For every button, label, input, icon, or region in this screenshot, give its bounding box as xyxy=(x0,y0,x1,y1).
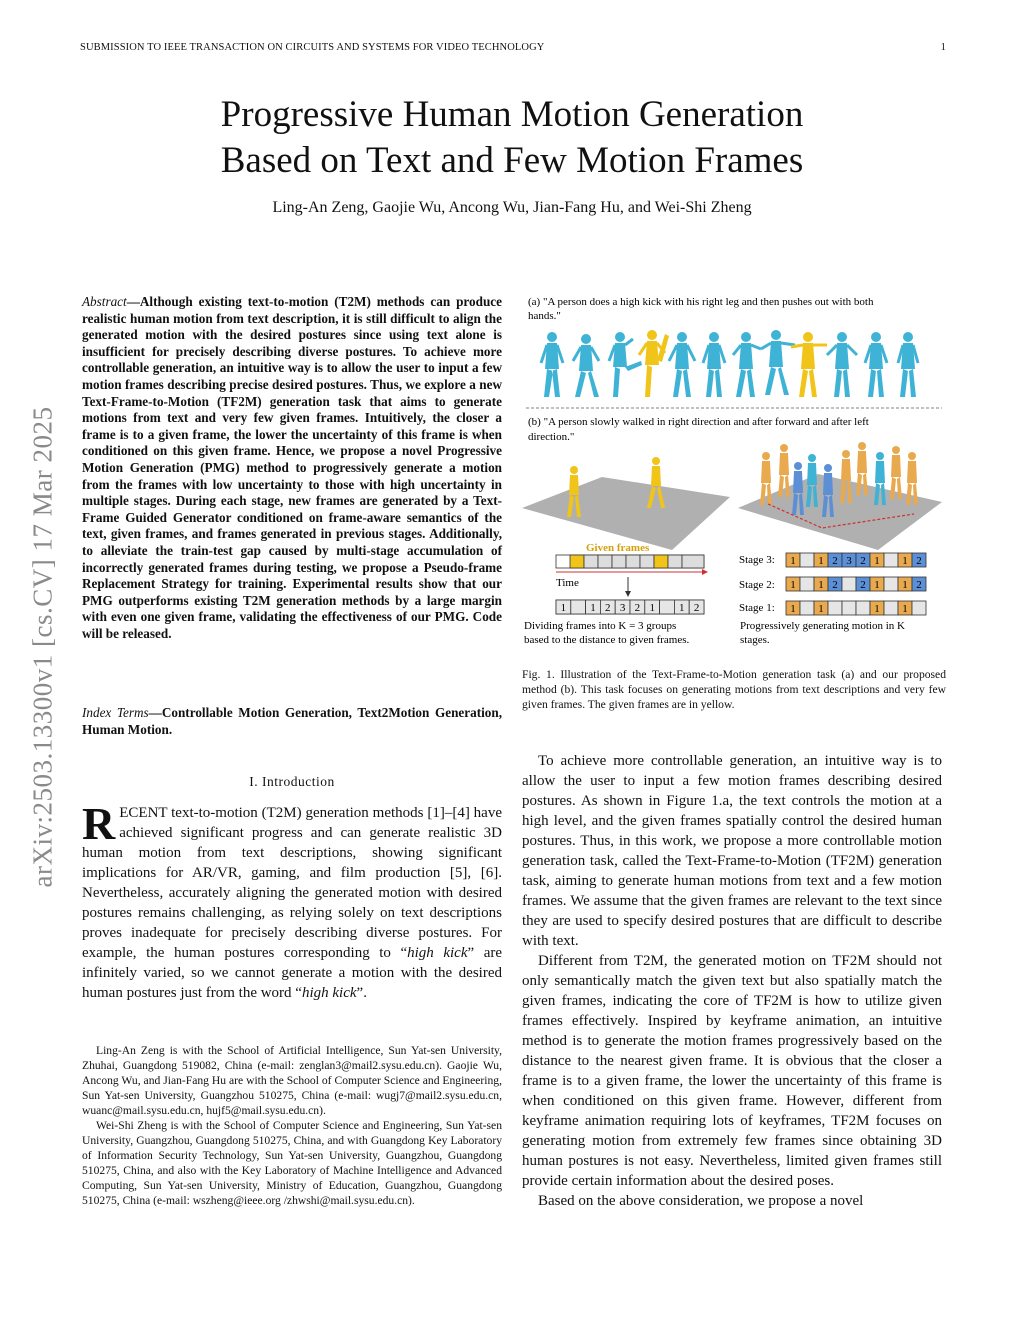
frame-cell-label: 1 xyxy=(902,555,908,567)
frame-cell xyxy=(856,601,870,615)
stage1-row xyxy=(786,601,926,615)
frame-cell-label: 1 xyxy=(874,555,880,567)
frame-cell-label: 1 xyxy=(790,579,796,591)
human-figure xyxy=(865,332,887,397)
time-label: Time xyxy=(556,577,579,589)
frame-cell-label: 1 xyxy=(560,602,567,614)
running-header xyxy=(80,42,946,53)
arxiv-stamp xyxy=(20,352,66,942)
intro-text-2: ” are infinitely varied, so we cannot generate a motion with the desired human postures just from the word “ xyxy=(82,945,502,1001)
frame-cell-label: 1 xyxy=(649,602,655,614)
frame-cell-label: 2 xyxy=(605,602,611,614)
abstract-label: Abstract xyxy=(82,294,127,309)
stage3-label: Stage 3: xyxy=(739,554,775,566)
paragraph: Based on the above consideration, we propose a novel xyxy=(538,1193,864,1209)
author-list: Ling-An Zeng, Gaojie Wu, Ancong Wu, Jian-Fang Hu, and Wei-Shi Zheng xyxy=(272,199,752,216)
frame-cell-label: 1 xyxy=(818,603,824,615)
frame-cell xyxy=(912,601,926,615)
given-frame-cell xyxy=(654,555,668,568)
fig-caption-b-1: (b) "A person slowly walked in right direction and after forward and after left xyxy=(528,416,869,428)
intro-em-2: high kick xyxy=(301,985,357,1001)
index-terms xyxy=(82,705,502,738)
intro-em-1: high kick xyxy=(407,945,468,961)
abstract xyxy=(82,294,502,642)
frame-cell-label: 2 xyxy=(832,579,838,591)
title-line-1: Progressive Human Motion Generation xyxy=(220,94,804,135)
frame-cell-label: 1 xyxy=(790,603,796,615)
frame-timeline xyxy=(556,555,704,568)
drop-cap: R xyxy=(82,798,116,849)
frame-cell-label: 1 xyxy=(818,555,824,567)
index-terms-label: Index Terms xyxy=(82,705,149,720)
title-line-2: Based on Text and Few Motion Frames xyxy=(220,140,804,181)
section-heading: I. Introduction xyxy=(249,774,335,789)
human-figure xyxy=(573,334,599,397)
human-figure-given xyxy=(791,332,827,397)
human-figure-given xyxy=(639,330,669,397)
time-arrowhead xyxy=(702,569,708,575)
abstract-text: —Although existing text-to-motion (T2M) methods can produce realistic human motion from text description, it is still difficult to align the generated motion with the desired postures since using text alone is insufficient for precisely describing diverse postures. To achieve more controllable generation, an intuitive way is to allow the user to input a few motion frames describing precise desired postures. Thus, we explore a new Text-Frame-to-Motion (TF2M) generation task that aims to generate motions from text and very few given frames. Intuitively, the closer a frame is to a given frame, the lower the uncertainty of this frame is when conditioned on this given frame. Hence, we propose a novel Progressive Motion Generation (PMG) method to progressively generate a motion from the frames with low uncertainty to those with high uncertainty in multiple stages. During each stage, new frames are generated by a Text-Frame Guided Generator conditioned on frame-aware semantics of the text, given frames, and frames generated in previous stages. Additionally, to alleviate the train-test gap caused by multi-stage accumulation of incorrectly generated frames during testing, we propose a Pseudo-frame Replacement Strategy for training. Experimental results show that our PMG outperforms existing T2M generation methods by a large margin with even one given frame, validating the effectiveness of our PMG. Code will be released. xyxy=(82,294,502,641)
frame-cell-label: 3 xyxy=(619,602,626,614)
left-note-1: Dividing frames into K = 3 groups xyxy=(524,620,677,632)
frame-cell xyxy=(884,601,898,615)
frame-cell-label: 1 xyxy=(902,579,908,591)
given-frame-cell xyxy=(570,555,584,568)
index-terms-text: —Controllable Motion Generation, Text2Motion Generation, Human Motion. xyxy=(82,705,502,737)
arxiv-stamp-text: arXiv:2503.13300v1 [cs.CV] 17 Mar 2025 xyxy=(27,406,58,888)
human-figure xyxy=(733,332,761,397)
stage1-label: Stage 1: xyxy=(739,602,775,614)
frame-cell xyxy=(884,553,898,567)
stage2-row xyxy=(786,577,926,591)
frame-cell-label: 1 xyxy=(818,579,824,591)
floor-plane-left xyxy=(522,477,730,550)
human-figure xyxy=(669,332,695,397)
footnotes xyxy=(82,1043,502,1208)
frame-cell-label: 1 xyxy=(679,602,685,614)
fig-caption-a-2: hands." xyxy=(528,310,561,322)
frame-cell-label: 2 xyxy=(832,555,838,567)
paragraph: To achieve more controllable generation, an intuitive way is to allow the user to input a few motion frames describing desired postures. As shown in Figure 1.a, the text controls the motion at a high level, and the given frames spatially control the desired human postures. Thus, in this work, we propose a more controllable motion generation task, called the Text-Frame-to-Motion (TF2M) generation task, aiming to generate human motions from text and a few motion frames. We assume that the given frames are relevant to the text since they are used to specify desired postures that are difficult to describe with text. xyxy=(522,753,942,949)
frame-cell-label: 3 xyxy=(846,555,852,567)
intro-paragraph xyxy=(82,798,502,1003)
frame-cell-label: 2 xyxy=(860,555,866,567)
fig-caption-b-2: direction." xyxy=(528,431,575,443)
frame-cell-label: 1 xyxy=(874,603,880,615)
human-figure xyxy=(609,332,642,397)
human-figure xyxy=(761,330,795,395)
figure-caption: Fig. 1. Illustration of the Text-Frame-to-Motion generation task (a) and our proposed method (b). This task focuses on generating motions from text descriptions and very few given frames. The given frames are in yellow. xyxy=(522,668,946,711)
human-figure xyxy=(541,332,563,397)
intro-text-3: ”. xyxy=(356,985,367,1001)
frame-cell-label: 1 xyxy=(590,602,596,614)
footnote-1: Ling-An Zeng is with the School of Artificial Intelligence, Sun Yat-sen University, Zhuhai, Guangdong 519082, China (e-mail: zenglan3@mail2.sysu.edu.cn). Gaojie Wu, Ancong Wu, and Jian-Fang Hu are with the School of Computer Science and Engineering, Sun Yat-sen University, Guangzhou 510275, China (e-mail: wugj7@mail2.sysu.edu.cn, wuanc@mail.sysu.edu.cn, hujf5@mail.sysu.edu.cn). xyxy=(82,1044,502,1117)
paper-title xyxy=(0,92,1024,184)
footnote-2: Wei-Shi Zheng is with the School of Computer Science and Engineering, Sun Yat-sen University, Guangzhou, Guangdong 510275, China, and with Guangdong Key Laboratory of Information Security Technology, Sun Yat-sen University, Guangzhou, Guangdong 510275, China, and also with the Key Laboratory of Machine Intelligence and Advanced Computing, Sun Yat-sen University, Ministry of Education, Guangzhou, Guangdong 510275, China (e-mail: wszheng@ieee.org /zhwshi@mail.sysu.edu.cn). xyxy=(82,1119,502,1207)
frame-cell xyxy=(842,601,856,615)
human-figure xyxy=(898,332,918,397)
intro-text-1: ECENT text-to-motion (T2M) generation methods [1]–[4] have achieved significant progress and can generate realistic 3D human motion from text descriptions, showing significant implications for AR/VR, gaming, and film production [5], [6]. Nevertheless, accurately aligning the generated motion with desired postures remains challenging, as relying solely on text descriptions proves inadequate for precisely describing diverse postures. For example, the human postures corresponding to “ xyxy=(82,805,502,961)
right-note-2: stages. xyxy=(740,634,770,646)
stage2-label: Stage 2: xyxy=(739,579,775,591)
frame-cell xyxy=(800,577,814,591)
frame-cell-label: 2 xyxy=(916,555,922,567)
right-column-body xyxy=(522,751,942,1211)
human-figure xyxy=(827,332,857,397)
frame-cell xyxy=(571,600,586,614)
frame-cell-label: 2 xyxy=(860,579,866,591)
paragraph: Different from T2M, the generated motion on TF2M should not only semantically match the given text but also spatially match the given frames, indicating the core of TF2M is how to utilize given frames effectively. Inspired by keyframe animation, an intuitive method is to generate the motion frames progressively based on the distance to the nearest given frame. It is obvious that the closer a frame is to a given frame, the lower the uncertainty of this frame is when conditioned on this given frame. However, different from keyframe animation requiring lots of keyframes, TF2M focuses on generating motion from extremely few frames since obtaining 3D human postures is not easy. Nevertheless, limited given frames still provide certain information about the desired poses. xyxy=(522,953,942,1189)
right-note-1: Progressively generating motion in K xyxy=(740,620,905,632)
journal-name: SUBMISSION TO IEEE TRANSACTION ON CIRCUITS AND SYSTEMS FOR VIDEO TECHNOLOGY xyxy=(80,42,545,53)
group-row xyxy=(556,600,704,614)
frame-cell-label: 1 xyxy=(790,555,796,567)
given-frames-label: Given frames xyxy=(586,542,650,554)
frame-cell xyxy=(800,553,814,567)
frame-cell xyxy=(800,601,814,615)
frame-cell xyxy=(884,577,898,591)
frame-cell-label: 2 xyxy=(916,579,922,591)
human-figure xyxy=(703,332,725,397)
left-note-2: based to the distance to given frames. xyxy=(524,634,690,646)
frame-cell-label: 1 xyxy=(874,579,880,591)
frame-cell xyxy=(828,601,842,615)
frame-cell-label: 2 xyxy=(693,602,700,614)
frame-cell-label: 1 xyxy=(902,603,908,615)
frame-cell-label: 2 xyxy=(634,602,641,614)
frame-cell xyxy=(660,600,675,614)
fig-caption-a-1: (a) "A person does a high kick with his right leg and then pushes out with both xyxy=(528,296,874,308)
page-number: 1 xyxy=(940,42,946,53)
frame-cell xyxy=(842,577,856,591)
stage3-row xyxy=(786,553,926,567)
figure-1 xyxy=(522,292,946,662)
kick-sequence xyxy=(541,330,918,397)
